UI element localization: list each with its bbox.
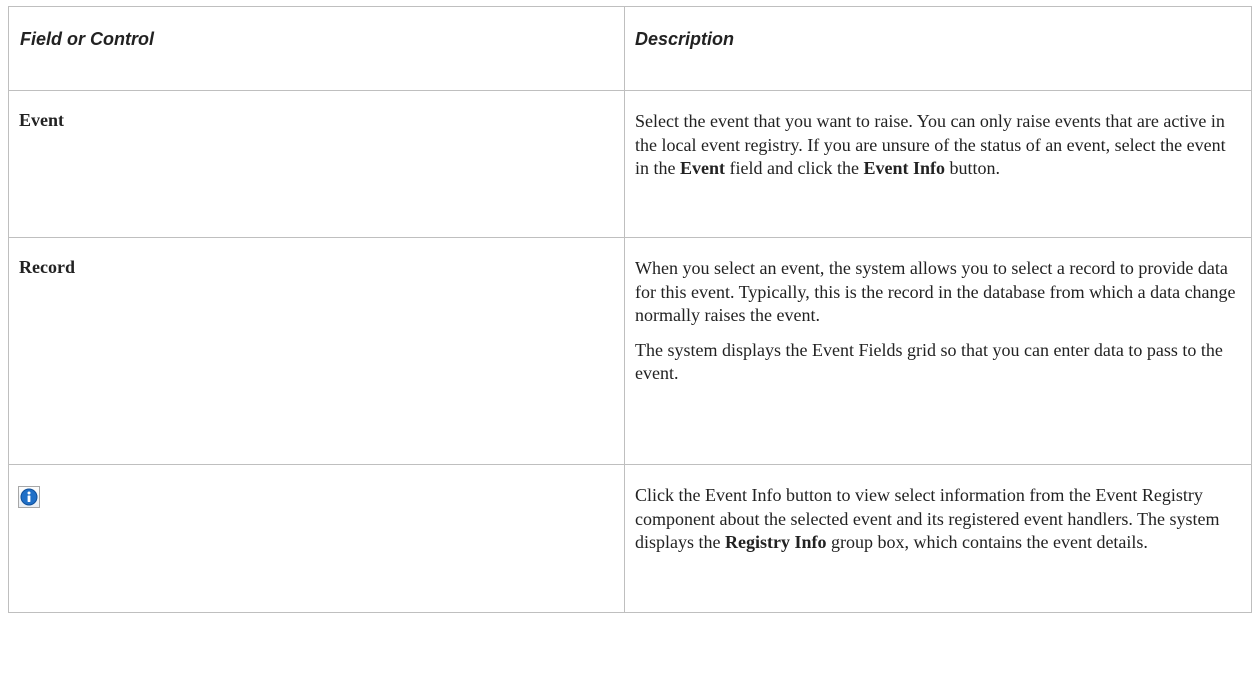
text-run: Click the Event Info button to view select information from the Event Registry component about the selected event and its registered event handlers. The system displays the	[635, 485, 1220, 552]
text-run: button.	[944, 158, 1000, 178]
description-paragraph	[635, 257, 1241, 328]
description-paragraph	[635, 339, 1241, 386]
table-row-event-info	[9, 465, 1252, 613]
text-run: group box, which contains the event details.	[826, 532, 1148, 552]
field-name-record: Record	[19, 257, 75, 277]
text-run: The system displays the Event Fields grid so that you can enter data to pass to the event.	[635, 339, 1223, 383]
description-cell	[625, 465, 1252, 613]
text-run: When you select an event, the system allows you to select a record to provide data for this event. Typically, this is the record in the database from which a data change normally raises the event.	[635, 258, 1236, 325]
field-cell	[9, 465, 625, 613]
text-run: Select the event that you want to raise. You can only raise events that are active in the local event registry. If you are unsure of the status of an event, select the event in the	[635, 111, 1226, 178]
description-paragraph	[635, 110, 1241, 181]
table-row-record	[9, 238, 1252, 465]
text-run: field and click the	[725, 158, 864, 178]
header-field-or-control	[9, 7, 625, 91]
bold-term: Registry Info	[725, 532, 827, 552]
description-cell	[625, 238, 1252, 465]
field-name-event: Event	[19, 110, 64, 130]
table-row-event	[9, 91, 1252, 238]
header-field-label: Field or Control	[20, 29, 154, 49]
header-description	[625, 7, 1252, 91]
description-record	[635, 257, 1241, 386]
field-cell	[9, 238, 625, 465]
bold-term: Event	[680, 158, 725, 178]
description-event-info	[635, 484, 1241, 555]
table-header-row	[9, 7, 1252, 91]
bold-term: Event Info	[863, 158, 945, 178]
description-paragraph	[635, 484, 1241, 555]
description-event	[635, 110, 1241, 181]
field-description-table	[8, 6, 1252, 613]
info-icon	[18, 486, 40, 508]
description-cell	[625, 91, 1252, 238]
header-description-label: Description	[635, 29, 735, 49]
field-cell	[9, 91, 625, 238]
